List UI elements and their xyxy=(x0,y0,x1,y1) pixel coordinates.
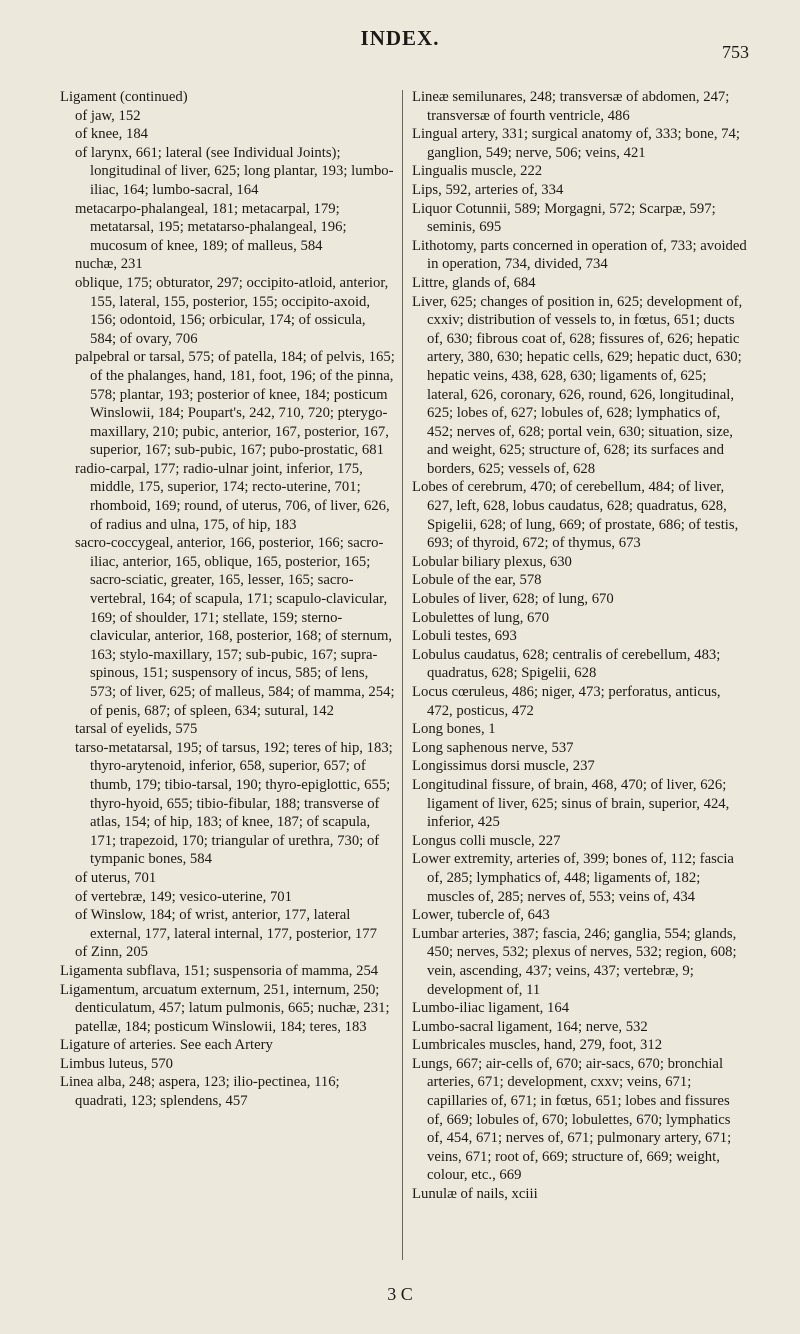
index-subentry: palpebral or tarsal, 575; of patella, 184; of pelvis, 165; of the phalanges, hand, 181, foot, 196; of the pinna, 578; plantar, 193; posterior of knee, 184; posticum Winslowii, 184; Poupart's, 242, 710, 720; pterygo-maxillary, 210; pubic, anterior, 167, posterior, 167, superior, 167; sub-pubic, 167; pubo-prostatic, 681 xyxy=(75,349,395,459)
index-subentry: tarso-metatarsal, 195; of tarsus, 192; teres of hip, 183; thyro-arytenoid, inferior, 658, superior, 657; of thumb, 179; tibio-tarsal, 190; thyro-epiglottic, 655; thyro-hyoid, 655; tibio-fibular, 188; transverse of atlas, 154; of hip, 183; of knee, 187; of scapula, 171; trapezoid, 170; triangular of urethra, 730; of tympanic bones, 584 xyxy=(75,739,393,868)
index-entry: Longitudinal fissure, of brain, 468, 470; of liver, 626; ligament of liver, 625; sinus of brain, superior, 424, inferior, 425 xyxy=(412,776,730,831)
index-entry: Lineæ semilunares, 248; transversæ of abdomen, 247; transversæ of fourth ventricle, 486 xyxy=(412,89,730,124)
index-subentry: of vertebræ, 149; vesico-uterine, 701 xyxy=(75,888,292,905)
index-subentry: of larynx, 661; lateral (see Individual Joints); longitudinal of liver, 625; long plantar, 193; lumbo-iliac, 164; lumbo-sacral, 164 xyxy=(75,144,394,198)
index-entry: Ligamenta subflava, 151; suspensoria of mamma, 254 xyxy=(60,962,379,979)
index-entry: Ligature of arteries. See each Artery xyxy=(60,1037,273,1054)
entry-list xyxy=(60,962,395,1111)
signature-mark: 3 C xyxy=(387,1284,413,1304)
index-subentry: of Winslow, 184; of wrist, anterior, 177, lateral external, 177, lateral internal, 177, posterior, 177 xyxy=(75,907,377,942)
index-entry: Lower extremity, arteries of, 399; bones of, 112; fascia of, 285; lymphatics of, 448; ligaments of, 182; muscles of, 285; nerves of, 553; veins of, 434 xyxy=(412,851,734,905)
index-entry: Lobulus caudatus, 628; centralis of cerebellum, 483; quadratus, 628; Spigelii, 628 xyxy=(412,646,721,682)
index-entry: Locus cœruleus, 486; niger, 473; perforatus, anticus, 472, posticus, 472 xyxy=(412,684,721,719)
index-entry: Limbus luteus, 570 xyxy=(60,1055,174,1072)
index-entry: Lobulettes of lung, 670 xyxy=(412,609,550,626)
index-subentry: tarsal of eyelids, 575 xyxy=(75,721,198,738)
index-entry: Lobule of the ear, 578 xyxy=(412,572,542,589)
index-entry: Linea alba, 248; aspera, 123; ilio-pectinea, 116; quadrati, 123; splendens, 457 xyxy=(60,1074,340,1110)
index-entry: Lobular biliary plexus, 630 xyxy=(412,553,572,570)
index-subentry: of jaw, 152 xyxy=(75,107,141,124)
index-subentry: nuchæ, 231 xyxy=(75,256,143,273)
column-divider xyxy=(402,90,403,1260)
index-entry: Long bones, 1 xyxy=(412,721,496,738)
right-column xyxy=(412,88,747,1204)
page-title: INDEX. xyxy=(360,26,440,50)
index-subentry: of knee, 184 xyxy=(75,126,149,143)
index-entry: Littre, glands of, 684 xyxy=(412,274,536,291)
index-entry: Ligamentum, arcuatum externum, 251, internum, 250; denticulatum, 457; latum pulmonis, 665; nuchæ, 231; patellæ, 184; posticum Winslowii, 184; teres, 183 xyxy=(60,981,390,1035)
index-entry: Lumbricales muscles, hand, 279, foot, 312 xyxy=(412,1037,663,1054)
sub-entry-list xyxy=(60,107,395,962)
index-subentry: oblique, 175; obturator, 297; occipito-atloid, anterior, 155, lateral, 155, posterior, 155; occipito-axoid, 156; odontoid, 156; orbicular, 174; of ossicula, 584; of ovary, 706 xyxy=(75,274,389,347)
index-entry: Lobuli testes, 693 xyxy=(412,628,517,645)
index-subentry: metacarpo-phalangeal, 181; metacarpal, 179; metatarsal, 195; metatarso-phalangeal, 196; mucosum of knee, 189; of malleus, 584 xyxy=(75,200,347,254)
index-entry: Lobules of liver, 628; of lung, 670 xyxy=(412,591,614,608)
index-heading xyxy=(60,88,395,107)
index-entry: Lumbo-iliac ligament, 164 xyxy=(412,1000,570,1017)
index-entry: Lumbar arteries, 387; fascia, 246; ganglia, 554; glands, 450; nerves, 532; plexus of nerves, 532; region, 608; vein, ascending, 437; veins, 437; vertebræ, 9; development of, 11 xyxy=(412,925,737,998)
index-entry: Lingual artery, 331; surgical anatomy of, 333; bone, 74; ganglion, 549; nerve, 506; veins, 421 xyxy=(412,126,740,161)
left-column xyxy=(60,88,395,1111)
index-subentry: of Zinn, 205 xyxy=(75,944,149,961)
index-entry: Lunulæ of nails, xciii xyxy=(412,1186,538,1203)
index-entry: Liver, 625; changes of position in, 625; development of, cxxiv; distribution of vessels to, in fœtus, 651; ducts of, 630; fibrous coat of, 628; fissures of, 626; hepatic artery, 380, 630; hepatic cells, 629; hepatic duct, 630; hepatic veins, 438, 628, 630; ligaments of, 625; lateral, 626, coronary, 626, round, 626, longitudinal, 625; lobes of, 627; lobules of, 628; lymphatics of, 452; nerves of, 628; portal vein, 630; situation, size, and weight, 625; structure of, 628; its surfaces and borders, 625; vessels of, 628 xyxy=(412,293,743,477)
index-heading-text: Ligament (continued) xyxy=(60,89,188,105)
index-entry: Lower, tubercle of, 643 xyxy=(412,907,550,924)
index-subentry: of uterus, 701 xyxy=(75,869,157,886)
index-entry: Lobes of cerebrum, 470; of cerebellum, 484; of liver, 627, left, 628, lobus caudatus, 628; quadratus, 628, Spigelii, 628; of lung, 669; of prostate, 686; of testis, 693; of thyroid, 672; of thymus, 673 xyxy=(412,479,739,552)
index-entry: Lungs, 667; air-cells of, 670; air-sacs, 670; bronchial arteries, 671; development, cxxv; veins, 671; capillaries of, 671; in fœtus, 651; lobes and fissures of, 669; lobules of, 670; lobulettes, 670; lymphatics of, 454, 671; nerves of, 671; pulmonary artery, 671; veins, 671; root of, 669; structure of, 669; weight, colour, etc., 669 xyxy=(412,1055,732,1184)
index-subentry: sacro-coccygeal, anterior, 166, posterior, 166; sacro-iliac, anterior, 165, oblique, 165, posterior, 165; sacro-sciatic, greater, 165, lesser, 165; sacro-vertebral, 164; of scapula, 171; scapulo-clavicular, 169; of shoulder, 171; stellate, 159; sterno-clavicular, anterior, 168, posterior, 168; of sternum, 163; stylo-maxillary, 157; sub-pubic, 167; supra-spinous, 151; suspensory of incus, 585; of lens, 573; of liver, 625; of malleus, 584; of mamma, 254; of penis, 687; of spleen, 634; sutural, 142 xyxy=(75,535,395,719)
entry-list xyxy=(412,88,747,1204)
index-entry: Longissimus dorsi muscle, 237 xyxy=(412,758,595,775)
index-entry: Lips, 592, arteries of, 334 xyxy=(412,181,564,198)
index-entry: Long saphenous nerve, 537 xyxy=(412,739,574,756)
index-subentry: radio-carpal, 177; radio-ulnar joint, inferior, 175, middle, 175, superior, 174; recto-uterine, 701; rhomboid, 169; round, of uterus, 706, of liver, 626, of radius and ulna, 175, of hip, 183 xyxy=(75,460,390,533)
page-number: 753 xyxy=(722,42,749,62)
index-entry: Liquor Cotunnii, 589; Morgagni, 572; Scarpæ, 597; seminis, 695 xyxy=(412,200,716,236)
index-entry: Lumbo-sacral ligament, 164; nerve, 532 xyxy=(412,1018,648,1035)
index-entry: Longus colli muscle, 227 xyxy=(412,832,561,849)
index-entry: Lithotomy, parts concerned in operation of, 733; avoided in operation, 734, divided, 734 xyxy=(412,237,747,273)
index-entry: Lingualis muscle, 222 xyxy=(412,163,543,180)
